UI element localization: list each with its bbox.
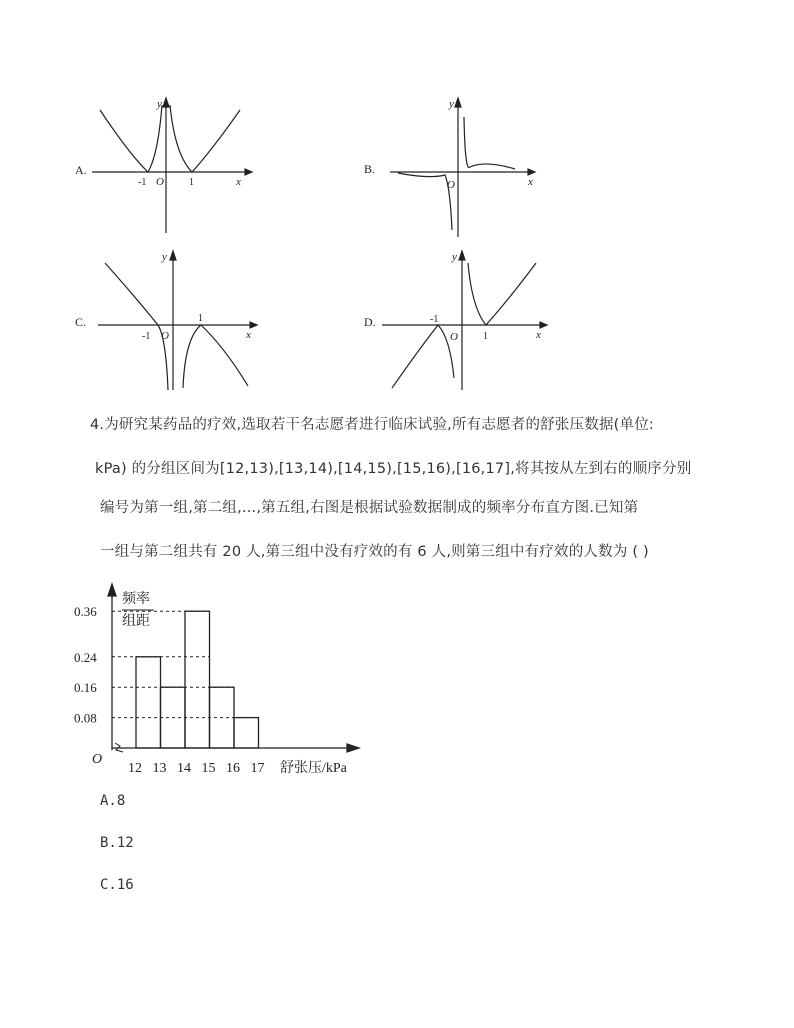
curve-right <box>170 105 240 172</box>
neg-tick-label: -1 <box>138 177 147 188</box>
y-axis-arrow <box>163 98 169 107</box>
y-tick-label: 0.16 <box>74 680 97 696</box>
y-axis-label: y <box>449 98 454 110</box>
frequency-histogram <box>70 580 380 780</box>
question-line-1: 4.为研究某药品的疗效,选取若干名志愿者进行临床试验,所有志愿者的舒张压数据(单位: <box>90 417 654 433</box>
x-tick-label: 15 <box>201 761 216 776</box>
x-tick-label: 17 <box>250 761 265 776</box>
curve-right <box>468 263 536 325</box>
question-line-3: 编号为第一组,第二组,...,第五组,右图是根据试验数据制成的频率分布直方图.已知第 <box>100 500 639 516</box>
option-a[interactable]: A.8 <box>100 793 126 809</box>
pos-tick-label: 1 <box>483 331 488 342</box>
option-letter: A. <box>75 163 87 177</box>
option-letter: B. <box>364 162 376 176</box>
x-tick-label: 12 <box>128 761 142 776</box>
y-axis-arrow <box>108 584 116 596</box>
curve-left <box>392 325 454 388</box>
x-axis-label: x <box>536 329 541 341</box>
y-axis-label: y <box>452 251 457 263</box>
graph-c <box>70 248 265 393</box>
x-tick-label: 16 <box>226 761 240 776</box>
x-axis-arrow <box>347 744 359 752</box>
x-axis-arrow <box>540 322 547 328</box>
curve-left <box>100 105 162 172</box>
curve-right <box>464 117 515 169</box>
x-axis-arrow <box>528 169 535 175</box>
origin-label: O <box>447 179 455 191</box>
y-tick-label: 0.08 <box>74 710 97 726</box>
x-tick-label: 14 <box>177 761 191 776</box>
histogram-bar <box>234 718 259 748</box>
question-line-2: kPa) 的分组区间为[12,13),[13,14),[14,15),[15,16),[16,17],将其按从左到右的顺序分别 <box>95 461 692 477</box>
question-line-4: 一组与第二组共有 20 人,第三组中没有疗效的有 6 人,则第三组中有疗效的人数为 ( ) <box>100 544 649 560</box>
option-letter: C. <box>75 315 87 329</box>
ylabel-top: 频率 <box>122 592 150 607</box>
histogram-bar <box>136 657 161 748</box>
curve-left <box>398 173 452 230</box>
x-axis-arrow <box>250 322 257 328</box>
graph-d <box>360 248 555 393</box>
histogram-bar <box>185 611 210 748</box>
pos-tick-label: 1 <box>198 313 203 324</box>
pos-tick-label: 1 <box>189 177 194 188</box>
x-axis-label: x <box>246 329 251 341</box>
origin-label: O <box>161 330 169 342</box>
y-axis-arrow <box>459 251 465 260</box>
origin-label: O <box>156 176 164 188</box>
neg-tick-label: -1 <box>142 331 151 342</box>
y-tick-label: 0.24 <box>74 649 97 665</box>
y-axis-arrow <box>170 251 176 260</box>
curve-right <box>183 325 248 388</box>
origin-label: O <box>92 752 103 767</box>
x-axis-label: x <box>236 176 241 188</box>
option-c[interactable]: C.16 <box>100 877 134 893</box>
option-letter: D. <box>364 315 376 329</box>
y-axis-arrow <box>455 98 461 107</box>
neg-tick-label: -1 <box>430 314 439 325</box>
graph-a <box>70 95 260 235</box>
y-axis-label: y <box>157 98 162 110</box>
y-tick-label: 0.36 <box>74 604 97 620</box>
y-axis-label: y <box>162 251 167 263</box>
x-axis-label: x <box>528 176 533 188</box>
option-b[interactable]: B.12 <box>100 835 134 851</box>
x-axis-label: 舒张压/kPa <box>280 761 347 776</box>
origin-label: O <box>450 331 458 343</box>
x-axis-arrow <box>245 169 252 175</box>
ylabel-bottom: 组距 <box>122 614 150 629</box>
graph-b <box>360 95 550 240</box>
curve-left <box>105 263 168 390</box>
x-tick-label: 13 <box>152 761 167 776</box>
